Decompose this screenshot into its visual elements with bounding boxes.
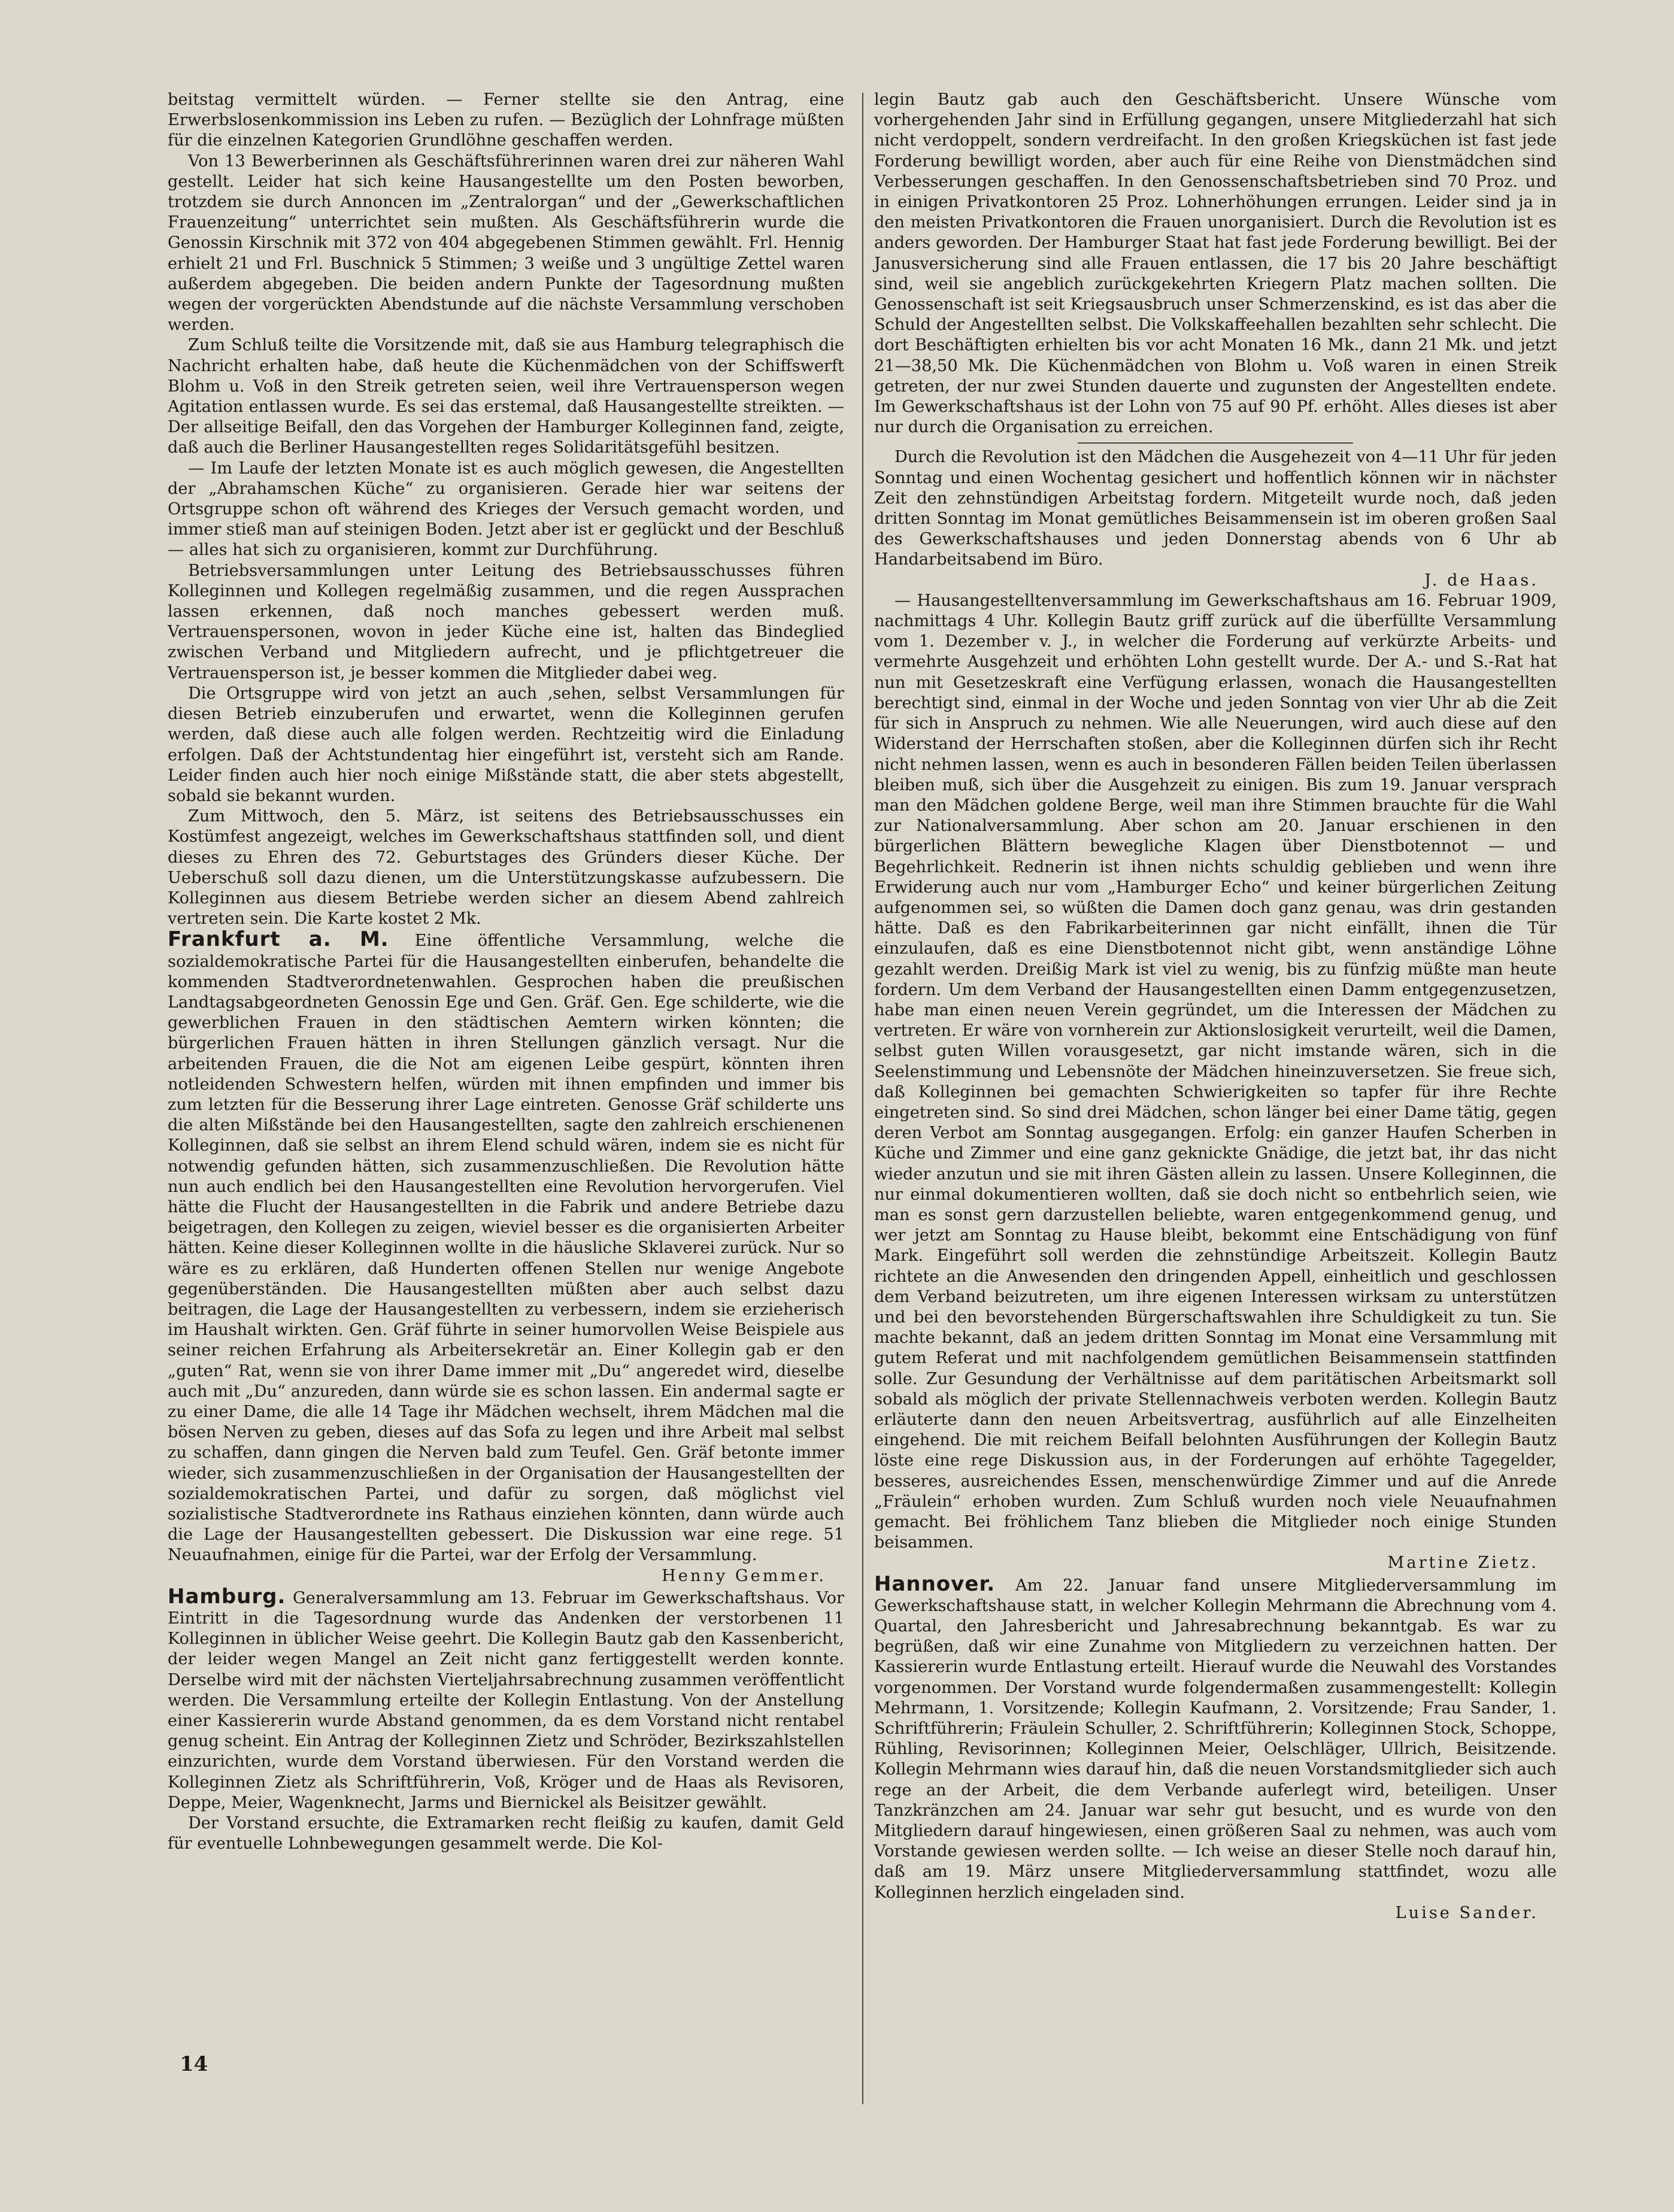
column-divider — [862, 93, 863, 2104]
hamburg-heading: Hamburg. — [168, 1584, 286, 1609]
left-paragraph-2: Von 13 Bewerberinnen als Geschäftsführerinnen waren drei zur näheren Wahl gestellt. Leider hat sich keine Hausangestellte um den Posten beworben, trotzdem sie durch Annoncen im „Zentralorgan“ und der „Gewerkschaftlichen Frauenzeitung“ unterrichtet sein mußten. Als Geschäftsführerin wurde die Genossin Kirschnik mit 372 von 404 abgegebenen Stimmen gewählt. Frl. Hennig erhielt 21 und Frl. Buschnick 5 Stimmen; 3 weiße und 3 ungültige Zettel waren außerdem abgegeben. Die beiden andern Punkte der Tagesordnung mußten wegen der vorgerückten Abendstunde auf die nächste Versammlung verschoben werden. — [168, 151, 844, 335]
hannover-report — [874, 1571, 1557, 1903]
frankfurt-heading: Frankfurt a. M. — [168, 927, 389, 952]
hamburg-report — [168, 1586, 844, 1813]
left-paragraph-3: Zum Schluß teilte die Vorsitzende mit, daß sie aus Hamburg telegraphisch die Nachricht erhalten habe, daß heute die Küchenmädchen von der Schiffswerft Blohm u. Voß in den Streik getreten seien, weil ihre Vertrauensperson wegen Agitation entlassen wurde. Es sei das erstemal, daß Hausangestellte streikten. — Der allseitige Beifall, den das Vorgehen der Hamburger Kolleginnen fand, zeigte, daß auch die Berliner Hausangestellten reges Solidaritätsgefühl besitzen. — [168, 336, 844, 457]
hamburg-meeting-signature: Martine Zietz. — [1387, 1553, 1539, 1573]
right-paragraph-2: Durch die Revolution ist den Mädchen die Ausgehezeit von 4—11 Uhr für jeden Sonntag und einen Wochentag gesichert und hoffentlich können wir in nächster Zeit den zehnstündigen Arbeitstag fordern. Mitgeteilt wurde noch, daß jeden dritten Sonntag im Monat gemütliches Beisammensein ist im oberen großen Saal des Gewerkschaftshauses und jeden Donnerstag abends von 6 Uhr ab Handarbeitsabend im Büro. — [874, 448, 1557, 569]
frankfurt-text: Eine öffentliche Versammlung, welche die sozialdemokratische Partei für die Hausangestellten einberufen, behandelte die kommenden Stadtverordnetenwahlen. Gesprochen haben die preußischen Landtagsabgeordneten Genossin Ege und Gen. Gräf. Gen. Ege schilderte, wie die gewerblichen Frauen in den städtischen Aemtern wirken könnten; die bürgerlichen Frauen hätten in ihren Stellungen gänzlich versagt. Nur die arbeitenden Frauen, die die Not am eigenen Leibe gespürt, könnten ihren notleidenden Schwestern helfen, würden mit ihnen empfinden und immer bis zum letzten für die Besserung ihrer Lage eintreten. Genosse Gräf schilderte uns die alten Mißstände bei den Hausangestellten, sagte den zahlreich erschienenen Kolleginnen, daß sie selbst an ihrem Elend schuld wären, indem sie es nicht für notwendig gefunden hätten, sich zusammenzuschließen. Die Revolution hätte nun auch endlich bei den Hausangestellten eine Revolution hervorgerufen. Viel hätte die Flucht der Hausangestellten in die Fabrik und andere Betriebe dazu beigetragen, den Kollegen zu zeigen, wieviel besser es die organisierten Arbeiter hätten. Keine dieser Kolleginnen wollte in die häusliche Sklaverei zurück. Nur so wäre es zu erklären, daß Hunderten offenen Stellen nur wenige Angebote gegenüberständen. Die Hausangestellten müßten aber auch selbst dazu beitragen, die Lage der Hausangestellten zu verbessern, indem sie erzieherisch im Haushalt wirkten. Gen. Gräf führte in seiner humorvollen Weise Beispiele aus seiner reichen Erfahrung als Arbeitersekretär an. Einer Kollegin gab er den „guten“ Rat, wenn sie von ihrer Dame immer mit „Du“ angeredet wird, dieselbe auch mit „Du“ anzureden, dann würde sie es schon lassen. Ein andermal sagte er zu einer Dame, die alle 14 Tage ihr Mädchen wechselt, ihrem Mädchen mal die bösen Nerven zu geben, dieses auf das Sofa zu legen und ihre Arbeit mal selbst zu schaffen, dann gingen die Nerven bald zum Teufel. Gen. Gräf betonte immer wieder, sich zusammenzuschließen in der Organisation der Hausangestellten der sozialdemokratischen Partei, und dafür zu sorgen, daß möglichst viel sozialistische Stadtverordnete ins Rathaus einziehen könnten, dann würde auch die Lage der Hausangestellten gebessert. Die Diskussion war eine rege. 51 Neuaufnahmen, einige für die Partei, war der Erfolg der Versammlung. — [168, 931, 844, 1565]
hannover-signature: Luise Sander. — [1395, 1903, 1539, 1922]
page-number: 14 — [180, 2052, 208, 2076]
hamburg-text: Generalversammlung am 13. Februar im Gewerkschaftshaus. Vor Eintritt in die Tagesordnung wurde das Andenken der verstorbenen 11 Kolleginnen in üblicher Weise geehrt. Die Kollegin Bautz gab den Kassenbericht, der leider wegen Mangel an Zeit nicht ganz fertiggestellt werden konnte. Derselbe wird mit der nächsten Vierteljahrsabrechnung zusammen veröffentlicht werden. Die Versammlung erteilte der Kollegin Entlastung. Von der Anstellung einer Kassiererin wurde Abstand genommen, da es dem Vorstand nicht rentabel genug scheint. Ein Antrag der Kolleginnen Zietz und Schröder, Bezirkszahlstellen einzurichten, wurde dem Vorstand überwiesen. Für den Vorstand werden die Kolleginnen Zietz als Schriftführerin, Voß, Kröger und de Haas als Revisoren, Deppe, Meier, Wagenknecht, Jarms und Biernickel als Beisitzer gewählt. — [168, 1588, 844, 1812]
hamburg-paragraph-2: Der Vorstand ersuchte, die Extramarken recht fleißig zu kaufen, damit Geld für eventuelle Lohnbewegungen gesammelt werde. Die Kol- — [168, 1814, 844, 1853]
right-paragraph-1: legin Bautz gab auch den Geschäftsbericht. Unsere Wünsche vom vorhergehenden Jahr sind in Erfüllung gegangen, unsere Mitgliederzahl hat sich nicht verdoppelt, sondern verdreifacht. In den großen Kriegsküchen ist fast jede Forderung bewilligt worden, aber auch für eine Reihe von Dienstmädchen sind Verbesserungen geschaffen. In den Genossenschaftsbetrieben sind 70 Proz. und in einigen Privatkontoren 25 Proz. Lohnerhöhungen errungen. Leider sind ja in den meisten Privatkontoren die Frauen unorganisiert. Durch die Revolution ist es anders geworden. Der Hamburger Staat hat fast jede Forderung bewilligt. Bei der Janusversicherung sind alle Frauen entlassen, die 17 bis 20 Jahre beschäftigt sind, weil sie angeblich zurückgekehrten Kriegern Platz machen sollten. Die Genossenschaft ist seit Kriegsausbruch unser Schmerzenskind, es ist das aber die Schuld der Angestellten selbst. Die Volkskaffeehallen bezahlten sehr schlecht. Die dort Beschäftigten erhielten bis vor acht Monaten 16 Mk., dann 21 Mk. und jetzt 21—38,50 Mk. Die Küchenmädchen von Blohm u. Voß waren in einen Streik getreten, der nur zwei Stunden dauerte und zugunsten der Angestellten endete. Im Gewerkschaftshaus ist der Lohn von 75 auf 90 Pf. erhöht. Alles dieses ist aber nur durch die Organisation zu erreichen. — [874, 90, 1557, 437]
left-paragraph-6: Die Ortsgruppe wird von jetzt an auch ‚sehen, selbst Versammlungen für diesen Betrieb einzuberufen und erwartet, wenn die Kolleginnen gerufen werden, daß diese auch alle folgen werden. Rechtzeitig wird die Einladung erfolgen. Daß der Achtstundentag hier eingeführt ist, versteht sich am Rande. Leider finden auch hier noch einige Mißstände statt, die aber stets abgestellt, sobald sie bekannt wurden. — [168, 684, 844, 805]
left-paragraph-5: Betriebsversammlungen unter Leitung des Betriebsausschusses führen Kolleginnen und Kollegen regelmäßig zusammen, und die regen Aussprachen lassen erkennen, daß noch manches gebessert werden muß. Vertrauenspersonen, wovon in jeder Küche eine ist, halten das Bindeglied zwischen Verband und Mitgliedern aufrecht, und je pflichtgetreuer die Vertrauensperson ist, je besser kommen die Mitglieder dabei weg. — [168, 561, 844, 682]
right-paragraph-3: — Hausangestelltenversammlung im Gewerkschaftshaus am 16. Februar 1909, nachmittags 4 Uhr. Kollegin Bautz griff zurück auf die überfüllte Versammlung vom 1. Dezember v. J., in welcher die Forderung auf verkürzte Arbeits- und vermehrte Ausgehzeit und erhöhten Lohn gestellt wurde. Der A.- und S.-Rat hat nun mit Gesetzeskraft eine Verfügung erlassen, wonach die Hausangestellten berechtigt sind, einmal in der Woche und jeden Sonntag von vier Uhr ab die Zeit für sich in Anspruch zu nehmen. Wie alle Neuerungen, wird auch diese auf den Widerstand der Herrschaften stoßen, aber die Kolleginnen dürfen sich ihr Recht nicht nehmen lassen, wenn es auch in besonderen Fällen beiden Teilen überlassen bleiben muß, sich über die Ausgehzeit zu einigen. Bis zum 19. Januar versprach man den Mädchen goldene Berge, weil man ihre Stimmen brauchte für die Wahl zur Nationalversammlung. Aber schon am 20. Januar erschienen in den bürgerlichen Blättern bewegliche Klagen über Dienstbotennot — und Begehrlichkeit. Rednerin ist ihnen nichts schuldig geblieben und wenn ihre Erwiderung auch nur vom „Hamburger Echo“ und keiner bürgerlichen Zeitung aufgenommen sei, so wüßten die Damen doch ganz genau, was drin gestanden hätte. Daß es den Fabrikarbeiterinnen gar nicht einfällt, ihnen die Tür einzulaufen, daß es eine Dienstbotennot nicht gibt, wenn anständige Löhne gezahlt werden. Dreißig Mark ist viel zu wenig, bis zu fünfzig müßte man heute fordern. Um dem Verband der Hausangestellten einen Damm entgegenzusetzen, habe man einen neuen Verein gegründet, um die Interessen der Mädchen zu vertreten. Er wäre von vornherein zur Aktionslosigkeit verurteilt, weil die Damen, selbst guten Willen vorausgesetzt, gar nicht imstande wären, sich in die Seelenstimmung und Lebensnöte der Mädchen hineinzuversetzen. Sie freue sich, daß Kolleginnen bei gemachten Schwierigkeiten so tapfer für ihre Rechte eingetreten sind. So sind drei Mädchen, schon länger bei einer Dame tätig, gegen deren Verbot am Sonntag ausgegangen. Erfolg: ein ganzer Haufen Scherben in Küche und Zimmer und eine ganz geknickte Gnädige, die jetzt bat, ihr das nicht wieder anzutun und sie mit ihren Gästen allein zu lassen. Unsere Kolleginnen, die nur einmal dokumentieren wollten, daß sie doch nicht so entbehrlich seien, wie man es sonst gern darzustellen beliebte, waren entgegenkommend genug, und wer jetzt am Sonntag zu Hause bleibt, bekommt eine Entschädigung von fünf Mark. Eingeführt soll werden die zehnstündige Arbeitszeit. Kollegin Bautz richtete an die Anwesenden den dringenden Appell, einheitlich und geschlossen dem Verband beizutreten, um ihre eigenen Interessen wirksam zu unterstützen und bei den bevorstehenden Bürgerschaftswahlen ihre Schuldigkeit zu tun. Sie machte bekannt, daß an jedem dritten Sonntag im Monat eine Versammlung mit gutem Referat und mit nachfolgendem gemütlichen Beisammensein stattfinden solle. Zur Gesundung der Verhältnisse auf dem paritätischen Arbeitsmarkt soll sobald als möglich der private Stellennachweis verboten werden. Kollegin Bautz erläuterte dann den neuen Arbeitsvertrag, ausführlich auf alle Einzelheiten eingehend. Die mit reichem Beifall belohnten Ausführungen der Kollegin Bautz löste eine rege Diskussion aus, in der Forderungen auf erhöhte Tagegelder, besseres, ausreichendes Essen, menschenwürdige Zimmer und auf die Anrede „Fräulein“ erhoben wurden. Zum Schluß wurden noch viele Neuaufnahmen gemacht. Bei fröhlichem Tanz blieben die Mitglieder noch einige Stunden beisammen. — [874, 591, 1557, 1552]
hannover-heading: Hannover. — [874, 1571, 996, 1596]
hannover-text: Am 22. Januar fand unsere Mitgliederversammlung im Gewerkschaftshause statt, in welcher Kollegin Mehrmann die Abrechnung vom 4. Quartal, den Jahresbericht und Jahresabrechnung bekanntgab. Es war zu begrüßen, daß wir eine Zunahme von Mitgliedern zu verzeichnen hatten. Der Kassiererin wurde Entlastung erteilt. Hierauf wurde die Neuwahl des Vorstandes vorgenommen. Der Vorstand wurde folgendermaßen zusammengestellt: Kollegin Mehrmann, 1. Vorsitzende; Kollegin Kaufmann, 2. Vorsitzende; Frau Sander, 1. Schriftführerin; Fräulein Schuller, 2. Schriftführerin; Kolleginnen Stock, Schoppe, Rühling, Revisorinnen; Kolleginnen Meier, Oelschläger, Ullrich, Beisitzende. Kollegin Mehrmann wies darauf hin, daß die neuen Vorstandsmitglieder sich auch rege an der Arbeit, die dem Verbande auferlegt wird, beteiligen. Unser Tanzkränzchen am 24. Januar war sehr gut besucht, und es wurde von den Mitgliedern darauf hingewiesen, einen größeren Saal zu nehmen, was auch vom Vorstande gewiesen werden sollte. — Ich weise an dieser Stelle noch darauf hin, daß am 19. März unsere Mitgliederversammlung stattfindet, wozu alle Kolleginnen herzlich eingeladen sind. — [874, 1576, 1557, 1902]
left-paragraph-4: — Im Laufe der letzten Monate ist es auch möglich gewesen, die Angestellten der „Abrahamschen Küche“ zu organisieren. Gerade hier war seitens der Ortsgruppe schon oft während des Krieges der Versuch gemacht worden, und immer stieß man auf steinigen Boden. Jetzt aber ist er geglückt und der Beschluß — alles hat sich zu organisieren, kommt zur Durchführung. — [168, 459, 844, 560]
left-paragraph-1: beitstag vermittelt würden. — Ferner stellte sie den Antrag, eine Erwerbslosenkommission ins Leben zu rufen. — Bezüglich der Lohnfrage müßten für die einzelnen Kategorien Grundlöhne geschaffen werden. — [168, 90, 844, 150]
right-column — [874, 90, 1557, 1923]
frankfurt-signature: Henny Gemmer. — [662, 1566, 826, 1585]
left-paragraph-7: Zum Mittwoch, den 5. März, ist seitens des Betriebsausschusses ein Kostümfest angezeigt, welches im Gewerkschaftshaus stattfinden soll, und dient dieses zu Ehren des 72. Geburtstages des Gründers dieser Küche. Der Ueberschuß soll dazu dienen, um die Unterstützungskasse aufzubessern. Die Kolleginnen aus diesem Betriebe werden sicher an diesem Abend zahlreich vertreten sein. Die Karte kostet 2 Mk. — [168, 807, 844, 929]
hamburg-signature: J. de Haas. — [1424, 571, 1539, 590]
section-separator — [1078, 442, 1353, 444]
frankfurt-report — [168, 929, 844, 1565]
left-column — [168, 90, 844, 1854]
